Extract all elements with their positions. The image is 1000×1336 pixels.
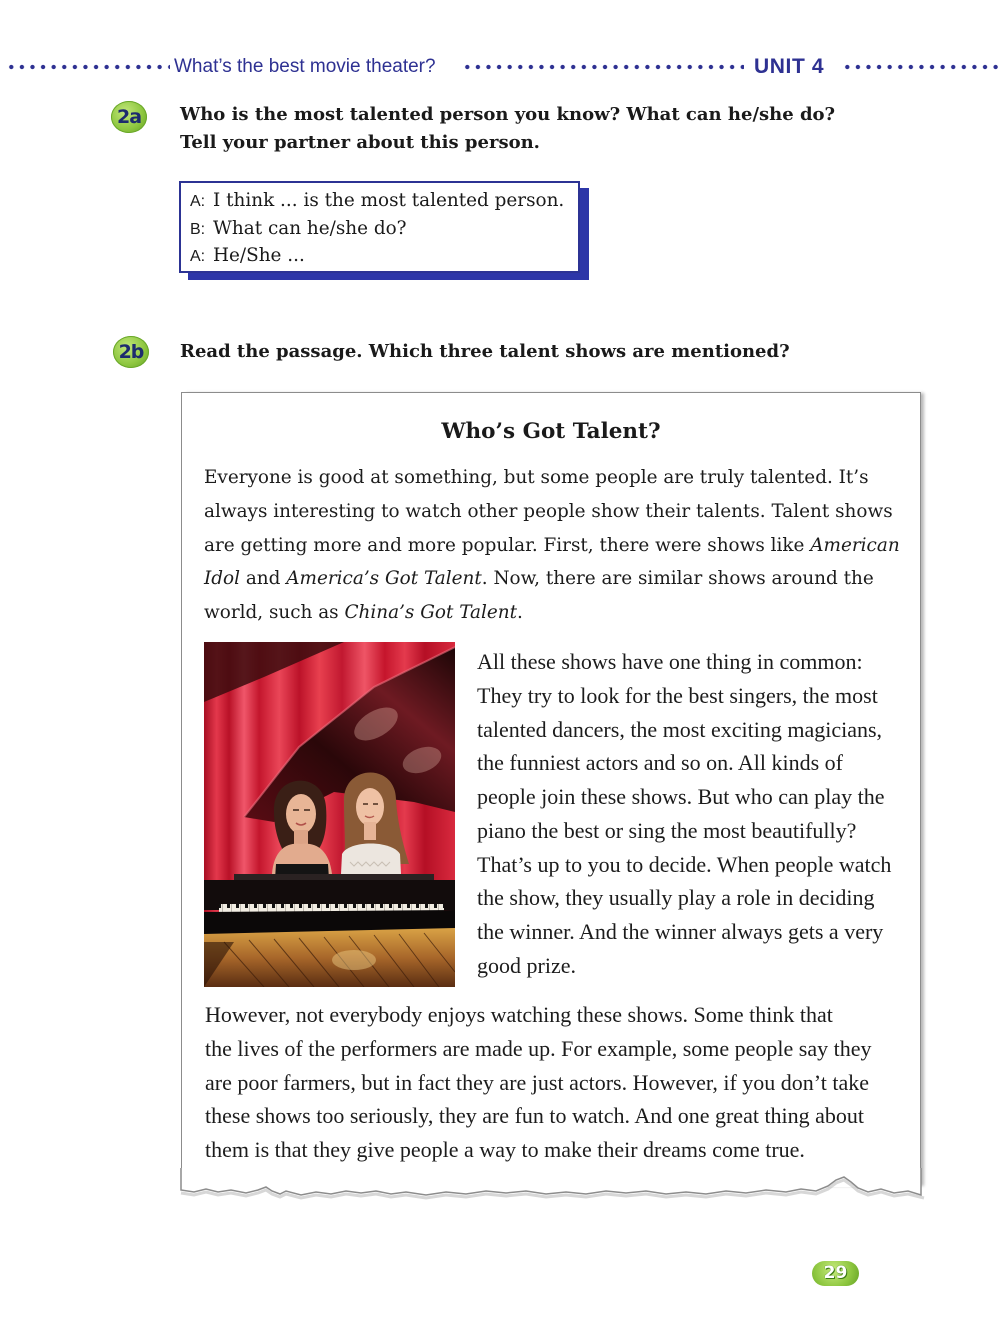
paragraph-line bbox=[204, 495, 900, 529]
photo-girls-at-piano-illustration bbox=[204, 642, 455, 987]
header-dotted-rule-middle bbox=[462, 63, 744, 71]
activity-badge-2a: 2a bbox=[111, 101, 147, 133]
paragraph-line: All these shows have one thing in common: bbox=[477, 649, 863, 674]
torn-paper-edge bbox=[176, 1168, 936, 1208]
paragraph-text: and bbox=[240, 568, 287, 590]
paragraph-line: people join these shows. But who can play the bbox=[477, 784, 885, 809]
paragraph-line bbox=[204, 596, 900, 630]
show-title-italic: America’s Got Talent bbox=[286, 568, 482, 590]
activity-2b-instruction: Read the passage. Which three talent shows are mentioned? bbox=[180, 341, 790, 362]
instruction-line: Tell your partner about this person. bbox=[180, 132, 540, 153]
paragraph-line bbox=[204, 529, 900, 563]
paragraph-line: talented dancers, the most exciting magicians, bbox=[477, 716, 883, 742]
paragraph-line bbox=[204, 461, 900, 495]
dialogue-text: What can he/she do? bbox=[213, 217, 407, 239]
unit-label: UNIT 4 bbox=[754, 55, 825, 78]
paragraph-line: these shows too seriously, they are fun to watch. And one great thing about bbox=[205, 1103, 865, 1129]
sample-dialogue-box bbox=[179, 181, 580, 273]
paragraph-line: piano the best or sing the most beautifully? bbox=[477, 817, 857, 843]
header-dotted-rule-left bbox=[6, 63, 170, 71]
paragraph-line: the funniest actors and so on. All kinds of bbox=[477, 750, 844, 776]
instruction-line: Who is the most talented person you know? What can he/she do? bbox=[180, 104, 836, 125]
paragraph-text: . bbox=[517, 602, 523, 623]
dialogue-speaker: A: bbox=[190, 193, 206, 210]
paragraph-line: are poor farmers, but in fact they are just actors. However, if you don’t take bbox=[205, 1069, 869, 1095]
paragraph-text: are getting more and more popular. First, there were shows like bbox=[204, 534, 811, 556]
paragraph-line bbox=[204, 562, 900, 596]
piano-body bbox=[204, 874, 455, 987]
paragraph-line: them is that they give people a way to make their dreams come true. bbox=[205, 1137, 805, 1162]
show-title-italic: American bbox=[810, 534, 900, 556]
paragraph-line: the winner. And the winner always gets a very bbox=[477, 919, 884, 944]
show-title-italic: China’s Got Talent bbox=[344, 602, 518, 623]
passage-paragraph-3 bbox=[205, 998, 872, 1167]
paragraph-text: Everyone is good at something, but some people are truly talented. It’s bbox=[204, 467, 869, 488]
passage-photo bbox=[204, 642, 455, 987]
show-title-italic: Idol bbox=[204, 568, 240, 590]
paragraph-line: good prize. bbox=[477, 952, 576, 978]
paragraph-line: the show, they usually play a role in deciding bbox=[477, 885, 875, 911]
dialogue-speaker: B: bbox=[190, 220, 206, 238]
paragraph-line: That’s up to you to decide. When people watch bbox=[477, 851, 892, 877]
dialogue-text: I think ... is the most talented person. bbox=[213, 190, 565, 211]
passage-paragraph-1 bbox=[204, 461, 900, 630]
header-dotted-rule-right bbox=[842, 63, 1000, 71]
paragraph-line: They try to look for the best singers, the most bbox=[477, 682, 878, 708]
paragraph-text: world, such as bbox=[204, 602, 345, 623]
passage-paragraph-2 bbox=[477, 645, 891, 983]
dialogue-text: He/She ... bbox=[213, 245, 305, 266]
page-number-badge: 29 bbox=[812, 1261, 859, 1286]
dialogue-line bbox=[190, 187, 578, 215]
dialogue-line bbox=[190, 242, 578, 270]
lesson-title: What’s the best movie theater? bbox=[174, 56, 436, 77]
activity-badge-2b: 2b bbox=[113, 336, 149, 368]
paragraph-text: . Now, there are similar shows around the bbox=[481, 568, 874, 590]
passage-title: Who’s Got Talent? bbox=[441, 419, 661, 444]
dialogue-line bbox=[190, 215, 578, 243]
paragraph-line: the lives of the performers are made up. For example, some people say they bbox=[205, 1035, 872, 1061]
paragraph-text: always interesting to watch other people show their talents. Talent shows bbox=[204, 500, 893, 522]
dialogue-speaker: A: bbox=[190, 248, 206, 265]
paragraph-line: However, not everybody enjoys watching these shows. Some think that bbox=[205, 1002, 833, 1027]
activity-2a-instruction bbox=[180, 101, 835, 157]
